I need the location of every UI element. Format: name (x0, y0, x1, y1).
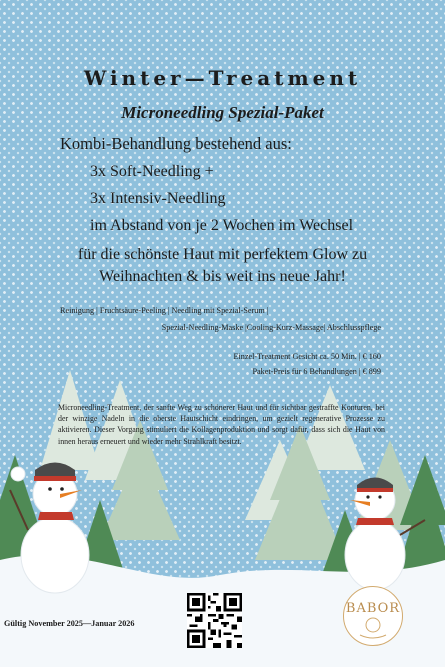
services-line-1: Reinigung | Fruchtsäure-Peeling | Needling mit Spezial-Serum | (60, 306, 269, 315)
validity-period: Gültig November 2025—Januar 2026 (4, 619, 135, 628)
treatment-item-intensive: 3x Intensiv-Needling (90, 190, 226, 207)
logo-emblem-icon (344, 587, 402, 645)
intro-line: Kombi-Behandlung bestehend aus: (60, 134, 292, 153)
treatment-item-soft: 3x Soft-Needling + (90, 163, 214, 180)
package-price: Paket-Preis für 6 Behandlungen | € 899 (252, 367, 381, 376)
logo-wordmark: BABOR (345, 601, 401, 616)
page-title: Winter—Treatment (83, 66, 362, 90)
goal-line-2: Weihnachten & bis weit ins neue Jahr! (99, 268, 346, 285)
package-subtitle: Microneedling Spezial-Paket (121, 103, 324, 122)
services-line-2: Spezial-Needling-Maske |Cooling-Kurz-Massage| Abschlusspflege (161, 323, 381, 332)
treatment-description: Microneedling-Treatment, der sanfte Weg zu schönerer Haut und für sichtbar gestraffte Konturen, bei der winzige Nadeln in die oberste Hautschicht eindringen, um gezielt regenerative Prozesse zu aktivieren. Dieser Vorgang stimuliert die Kollagenproduktion und sorgt dafür, dass sich die Haut von innen heraus erneuert und wieder mehr Strahlkraft besitzt. (58, 403, 385, 446)
goal-line-1: für die schönste Haut mit perfektem Glow zu (77, 246, 368, 263)
interval-line: im Abstand von je 2 Wochen im Wechsel (90, 217, 354, 234)
single-price: Einzel-Treatment Gesicht ca. 50 Min. | € 160 (233, 352, 381, 361)
babor-logo (343, 586, 403, 646)
qr-code[interactable] (187, 593, 242, 648)
goal-text (0, 244, 445, 288)
